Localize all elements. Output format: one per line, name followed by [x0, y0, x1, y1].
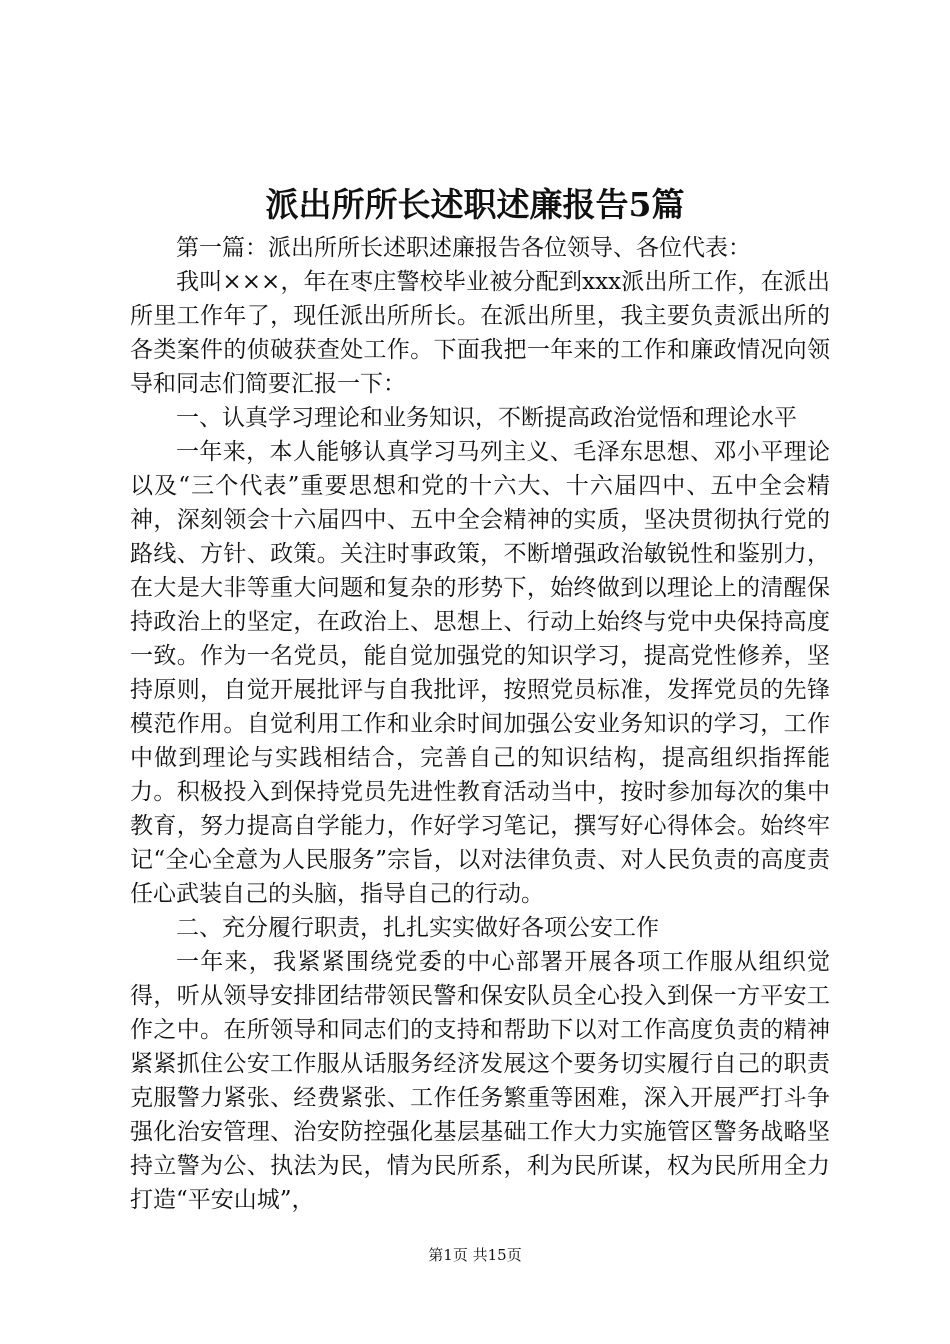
section-heading-1: 一、认真学习理论和业务知识，不断提高政治觉悟和理论水平 [176, 405, 797, 431]
paragraph-duties: 一年来，我紧紧围绕党委的中心部署开展各项工作服从组织觉得，听从领导安排团结带领民警和保安队员全心投入到保一方平安工作之中。在所领导和同志们的支持和帮助下以对工作高度负责的精神紧紧抓住公安工作服从话服务经济发展这个要务切实履行自己的职责克服警力紧张、经费紧张、工作任务繁重等困难，深入开展严打斗争强化治安管理、治安防控强化基层基础工作大力实施管区警务战略坚持立警为公、执法为民，情为民所系，利为民所谋，权为民所用全力打造“平安山城”， [130, 949, 830, 1213]
paragraph-intro: 第一篇：派出所所长述职述廉报告各位领导、各位代表： [176, 235, 751, 261]
paragraph-study: 一年来，本人能够认真学习马列主义、毛泽东思想、邓小平理论以及“三个代表”重要思想和党的十六大、十六届四中、五中全会精神，深刻领会十六届四中、五中全会精神的实质，坚决贯彻执行党的路线、方针、政策。关注时事政策，不断增强政治敏锐性和鉴别力，在大是大非等重大问题和复杂的形势下，始终做到以理论上的清醒保持政治上的坚定，在政治上、思想上、行动上始终与党中央保持高度一致。作为一名党员，能自觉加强党的知识学习，提高党性修养，坚持原则，自觉开展批评与自我批评，按照党员标准，发挥党员的先锋模范作用。自觉利用工作和业余时间加强公安业务知识的学习，工作中做到理论与实践相结合，完善自己的知识结构，提高组织指挥能力。积极投入到保持党员先进性教育活动当中，按时参加每次的集中教育，努力提高自学能力，作好学习笔记，撰写好心得体会。始终牢记“全心全意为人民服务”宗旨，以对法律负责、对人民负责的高度责任心武装自己的头脑，指导自己的行动。 [130, 439, 830, 907]
paragraph-self-introduction: 我叫×××，年在枣庄警校毕业被分配到xxx派出所工作，在派出所里工作年了，现任派出所所长。在派出所里，我主要负责派出所的各类案件的侦破获查处工作。下面我把一年来的工作和廉政情况向领导和同志们简要汇报一下： [130, 269, 830, 397]
document-title: 派出所所长述职述廉报告5篇 [265, 185, 685, 224]
section-heading-2: 二、充分履行职责，扎扎实实做好各项公安工作 [176, 915, 659, 941]
document-body [130, 231, 830, 1217]
page-footer: 第1页 共15页 [428, 1246, 522, 1264]
